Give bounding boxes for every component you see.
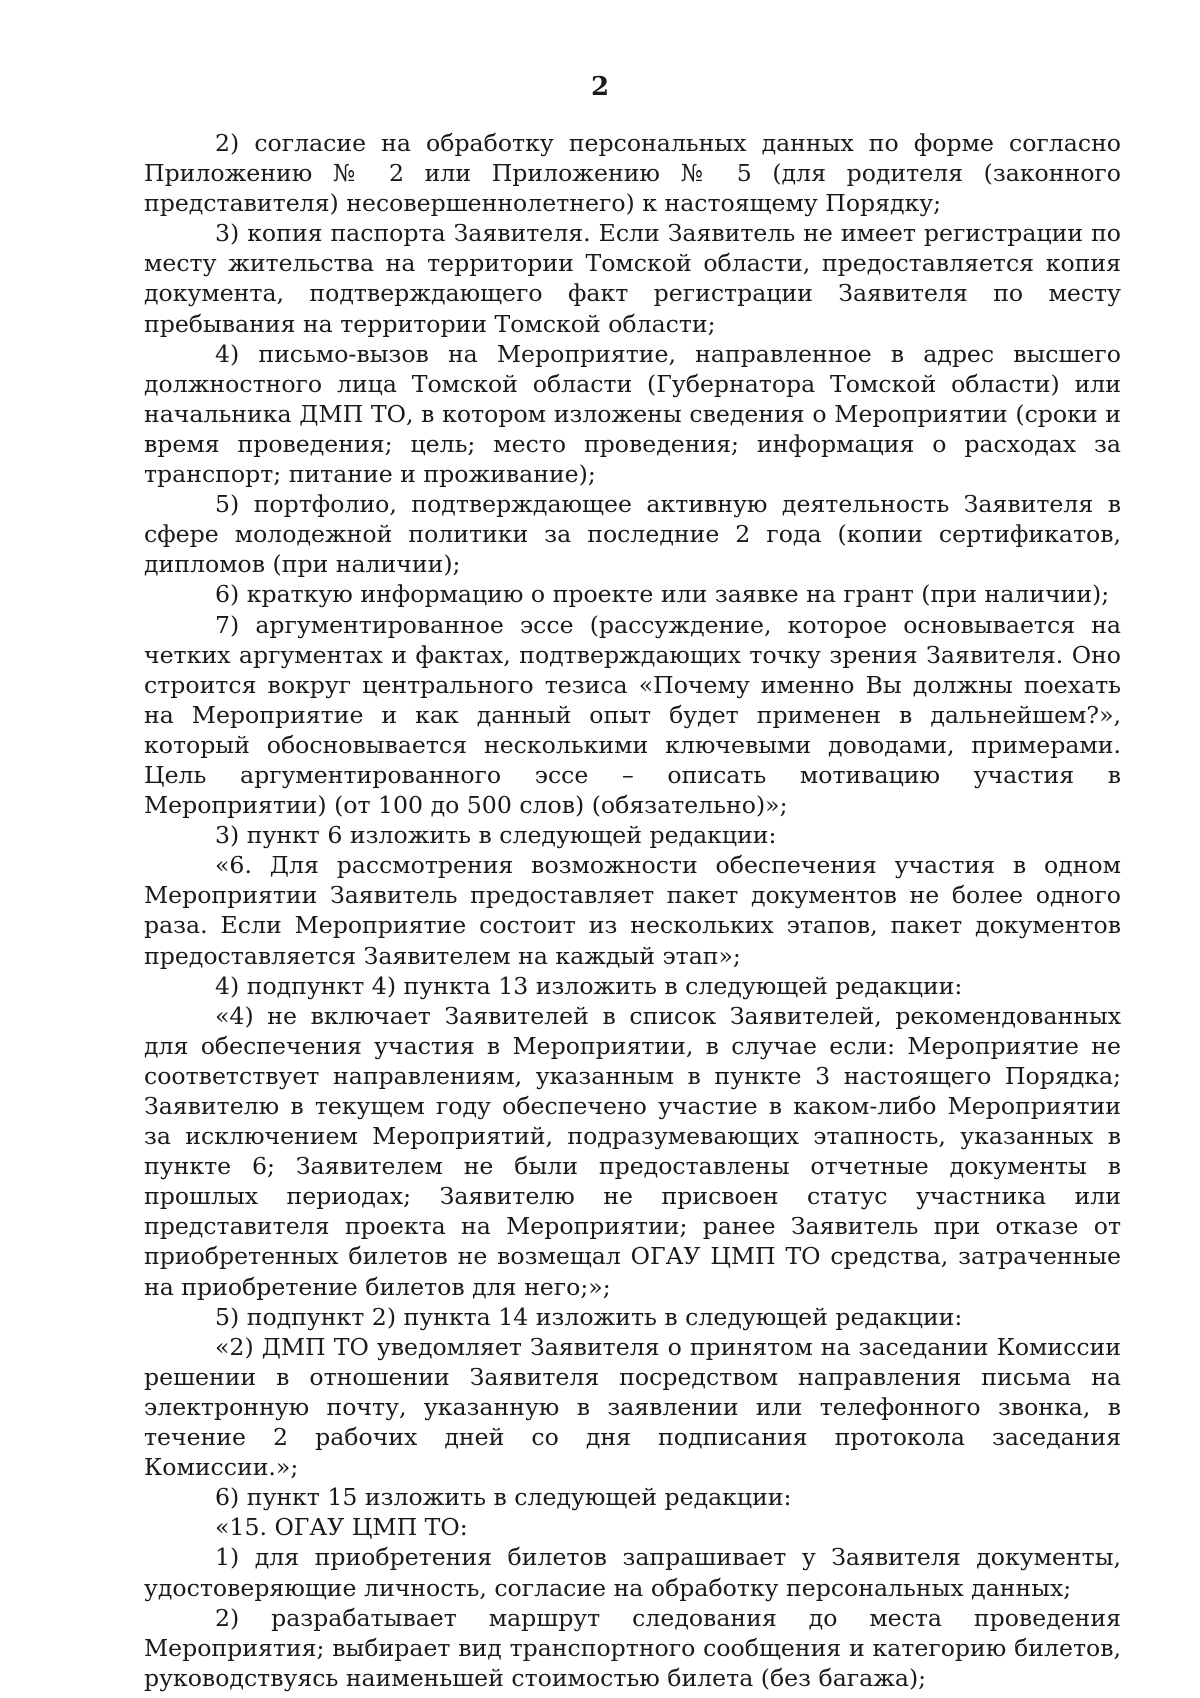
paragraph-project-info: 6) краткую информацию о проекте или заявке на грант (при наличии); [215, 580, 1110, 609]
paragraph-portfolio: 5) портфолио, подтверждающее активную деятельность Заявителя в сфере молодежной политики за последние 2 года (копии сертификатов, дипломов (при наличии); [144, 490, 1121, 579]
paragraph-passport-copy: 3) копия паспорта Заявителя. Если Заявитель не имеет регистрации по месту жительства на территории Томской области, предоставляется копия документа, подтверждающего факт регистрации Заявителя по месту пребывания на территории Томской области; [144, 219, 1121, 338]
paragraph-item-15-heading: «15. ОГАУ ЦМП ТО: [215, 1513, 468, 1542]
page-number: 2 [590, 72, 610, 102]
paragraph-item-15-amendment: 6) пункт 15 изложить в следующей редакции: [215, 1483, 792, 1512]
paragraph-item-6-amendment: 3) пункт 6 изложить в следующей редакции: [215, 821, 777, 850]
paragraph-item-6-text: «6. Для рассмотрения возможности обеспечения участия в одном Мероприятии Заявитель предоставляет пакет документов не более одного раза. Если Мероприятие состоит из нескольких этапов, пакет документов предоставляется Заявителем на каждый этап»; [144, 851, 1121, 970]
document-body [144, 128, 1121, 1693]
paragraph-item-15-sub-1: 1) для приобретения билетов запрашивает у Заявителя документы, удостоверяющие личность, согласие на обработку персональных данных; [144, 1543, 1121, 1602]
paragraph-invitation-letter: 4) письмо-вызов на Мероприятие, направленное в адрес высшего должностного лица Томской области (Губернатора Томской области) или начальника ДМП ТО, в котором изложены сведения о Мероприятии (сроки и время проведения; цель; место проведения; информация о расходах за транспорт; питание и проживание); [144, 339, 1121, 489]
paragraph-item-13-text: «4) не включает Заявителей в список Заявителей, рекомендованных для обеспечения участия в Мероприятии, в случае если: Мероприятие не соответствует направлениям, указанным в пункте 3 настоящего Порядка; Заявителю в текущем году обеспечено участие в каком-либо Мероприятии за исключением Мероприятий, подразумевающих этапность, указанных в пункте 6; Заявителем не были предоставлены отчетные документы в прошлых периодах; Заявителю не присвоен статус участника или представителя проекта на Мероприятии; ранее Заявитель при отказе от приобретенных билетов не возмещал ОГАУ ЦМП ТО средства, затраченные на приобретение билетов для него;»; [144, 1001, 1121, 1301]
paragraph-item-14-text: «2) ДМП ТО уведомляет Заявителя о принятом на заседании Комиссии решении в отношении Заявителя посредством направления письма на электронную почту, указанную в заявлении или телефонного звонка, в течение 2 рабочих дней со дня подписания протокола заседания Комиссии.»; [144, 1332, 1121, 1482]
paragraph-item-15-sub-2: 2) разрабатывает маршрут следования до места проведения Мероприятия; выбирает вид транспортного сообщения и категорию билетов, руководствуясь наименьшей стоимостью билета (без багажа); [144, 1603, 1121, 1692]
paragraph-consent-personal-data: 2) согласие на обработку персональных данных по форме согласно Приложению № 2 или Приложению № 5 (для родителя (законного представителя) несовершеннолетнего) к настоящему Порядку; [144, 129, 1121, 218]
paragraph-item-13-amendment: 4) подпункт 4) пункта 13 изложить в следующей редакции: [215, 971, 963, 1000]
paragraph-essay: 7) аргументированное эссе (рассуждение, которое основывается на четких аргументах и фактах, подтверждающих точку зрения Заявителя. Оно строится вокруг центрального тезиса «Почему именно Вы должны поехать на Мероприятие и как данный опыт будет применен в дальнейшем?», который обосновывается несколькими ключевыми доводами, примерами. Цель аргументированного эссе – описать мотивацию участия в Мероприятии) (от 100 до 500 слов) (обязательно)»; [144, 610, 1121, 820]
paragraph-item-14-amendment: 5) подпункт 2) пункта 14 изложить в следующей редакции: [215, 1302, 963, 1331]
